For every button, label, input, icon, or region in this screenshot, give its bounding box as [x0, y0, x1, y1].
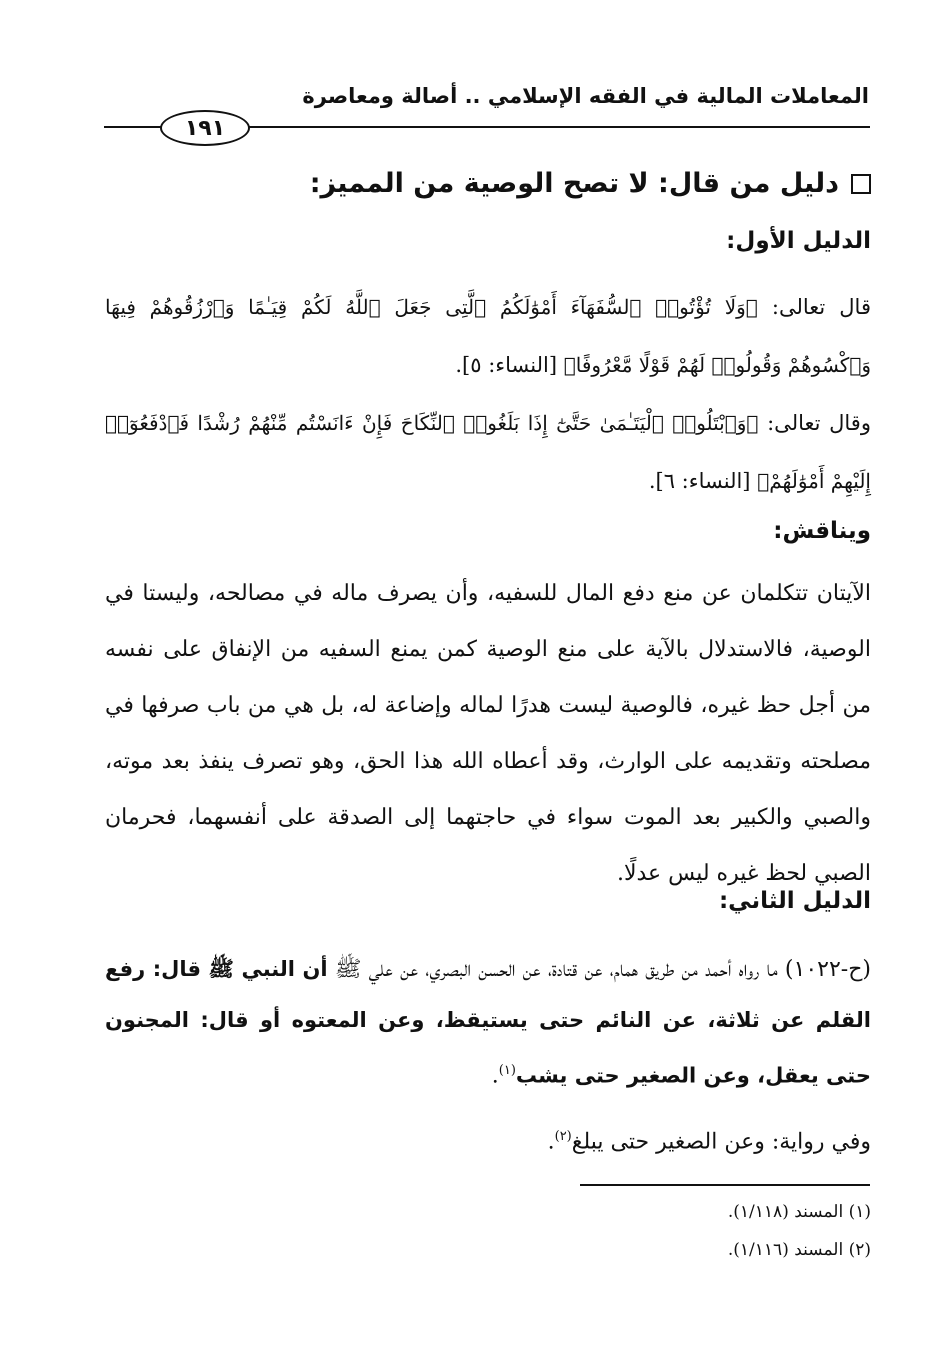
- second-proof-heading: الدليل الثاني:: [718, 888, 871, 914]
- verse-2-intro: وقال تعالى:: [767, 411, 871, 435]
- footnote-marker-1: (١): [498, 1063, 516, 1078]
- verse-2-text: ﴿وَٱبْتَلُوا۟ ٱلْيَتَـٰمَىٰ حَتَّىٰٓ إِذَا بَلَغُوا۟ ٱلنِّكَاحَ فَإِنْ ءَانَسْتُم مِّنْهُمْ رُشْدًا فَٱدْفَعُوٓا۟ إِلَيْهِمْ أَمْوَٰلَهُمْ﴾: [105, 411, 871, 493]
- section-title: [105, 168, 871, 199]
- verse-1-intro: قال تعالى:: [771, 295, 871, 319]
- footnote-marker-2: (٢): [554, 1129, 572, 1144]
- square-bullet-icon: [851, 174, 871, 194]
- header-rule-right: [246, 126, 870, 128]
- verse-1-paragraph: [105, 278, 871, 394]
- hadith-text: أن النبي ﷺ قال: رفع القلم عن ثلاثة، عن النائم حتى يستيقظ، وعن المعتوه أو قال: المجنون حتى يعقل، وعن الصغير حتى يشب: [105, 957, 871, 1088]
- verse-1-reference: [النساء: ٥].: [455, 353, 558, 377]
- narration-end: .: [547, 1129, 555, 1155]
- footnote-separator: [580, 1184, 870, 1186]
- discussion-heading: ويناقش:: [773, 518, 871, 544]
- verse-2-reference: [النساء: ٦].: [648, 469, 751, 493]
- page-number: ١٩١: [160, 110, 250, 146]
- verse-2-paragraph: [105, 394, 871, 510]
- section-title-text: دليل من قال: لا تصح الوصية من المميز:: [309, 168, 839, 199]
- header-rule-left: [104, 126, 162, 128]
- running-header-title: المعاملات المالية في الفقه الإسلامي .. أصالة ومعاصرة: [302, 84, 869, 108]
- narration-paragraph: [105, 1112, 871, 1167]
- narration-text: وفي رواية: وعن الصغير حتى يبلغ: [571, 1129, 871, 1155]
- discussion-paragraph: الآيتان تتكلمان عن منع دفع المال للسفيه، وأن يصرف ماله في مصالحه، وليستا في الوصية، فالاستدلال بالآية على منع الوصية كمن يمنع السفيه من الإنفاق على نفسه من أجل حظ غيره، فالوصية ليست هدرًا لماله وإضاعة له، بل هي من باب صرفها في مصلحته وتقديمه على الوارث، وقد أعطاه الله هذا الحق، وهو تصرف ينفذ بعد موته، والصبي والكبير بعد الموت سواء في حاجتهما إلى الصدقة على أنفسهما، فحرمان الصبي لحظ غيره ليس عدلًا.: [105, 581, 871, 886]
- first-proof-heading: الدليل الأول:: [726, 228, 871, 254]
- footnote-2: (٢) المسند (١/١١٦).: [727, 1240, 871, 1260]
- footnote-1: (١) المسند (١/١١٨).: [727, 1202, 871, 1222]
- hadith-honorific: ﷺ: [334, 957, 362, 982]
- hadith-end: .: [491, 1063, 499, 1089]
- verse-1-text: ﴿وَلَا تُؤْتُوا۟ ٱلسُّفَهَآءَ أَمْوَٰلَكُمُ ٱلَّتِى جَعَلَ ٱللَّهُ لَكُمْ قِيَـٰمًا وَٱرْزُقُوهُمْ فِيهَا وَٱكْسُوهُمْ وَقُولُوا۟ لَهُمْ قَوْلًا مَّعْرُوفًا﴾: [105, 295, 871, 377]
- hadith-paragraph: [105, 944, 871, 1101]
- hadith-intro: (ح-١٠٢٢) ما رواه أحمد من طريق همام، عن قتادة، عن الحسن البصري، عن علي: [368, 957, 871, 982]
